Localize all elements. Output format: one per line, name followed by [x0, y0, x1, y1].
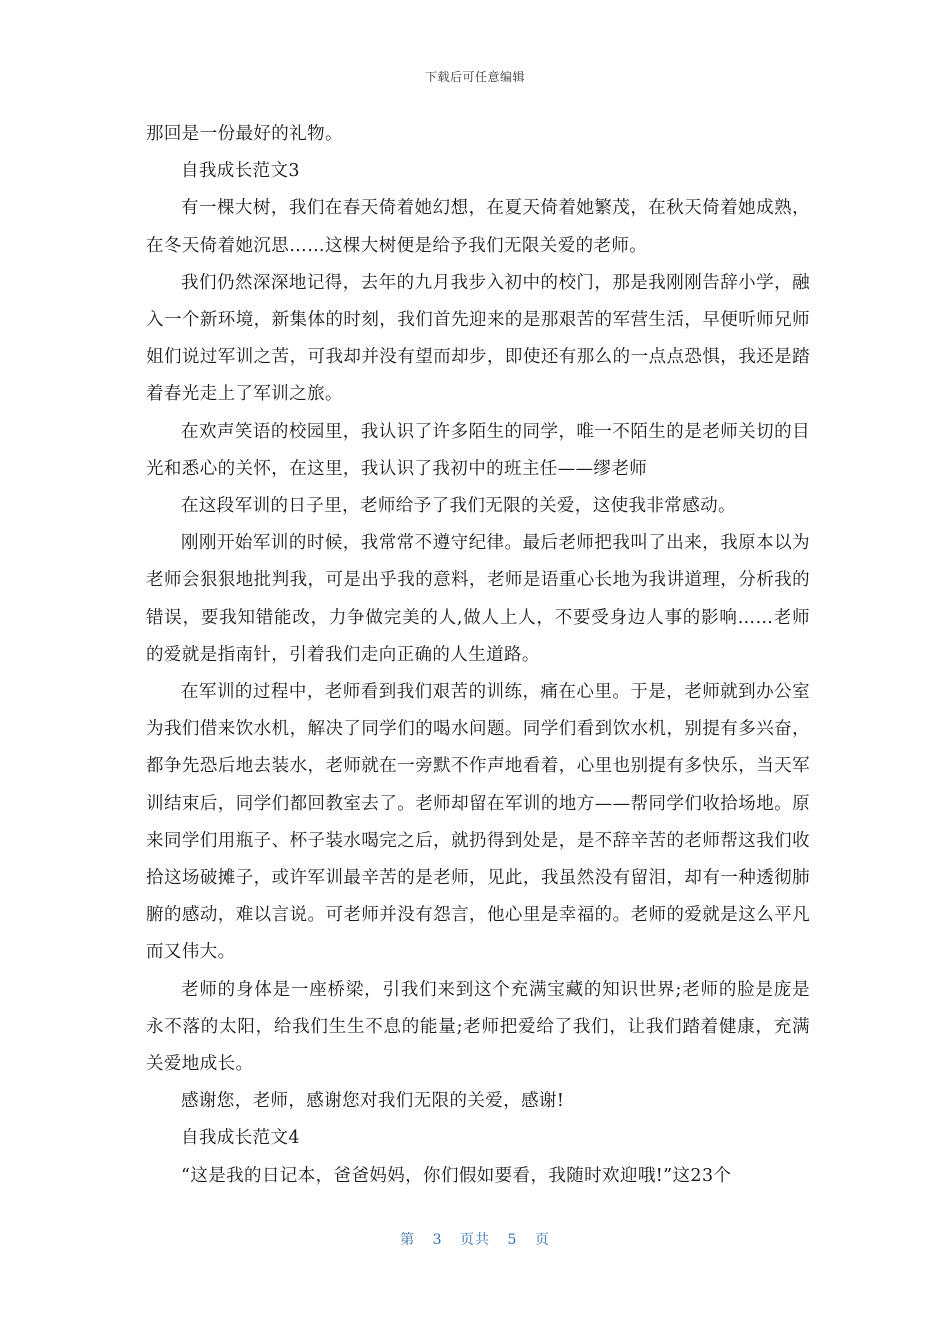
paragraph: “这是我的日记本，爸爸妈妈，你们假如要看，我随时欢迎哦!”这23个	[181, 1165, 732, 1186]
document-body	[146, 116, 810, 1195]
paragraph: 有一棵大树，我们在春天倚着她幻想，在夏天倚着她繁茂，在秋天倚着她成熟，在冬天倚着她沉思……这棵大树便是给予我们无限关爱的老师。	[146, 198, 810, 256]
section-title: 自我成长范文4	[181, 1128, 300, 1149]
footer-current-page: 3	[432, 1232, 443, 1248]
section-title: 自我成长范文3	[181, 161, 300, 182]
footer-total-pages: 5	[507, 1232, 518, 1248]
paragraph: 老师的身体是一座桥梁，引我们来到这个充满宝藏的知识世界;老师的脸是庞是永不落的太阳，给我们生生不息的能量;老师把爱给了我们，让我们踏着健康，充满关爱地成长。	[146, 979, 810, 1075]
page-header: 下载后可任意编辑	[424, 70, 525, 84]
page-footer	[0, 1229, 950, 1249]
paragraph: 在军训的过程中，老师看到我们艰苦的训练，痛在心里。于是，老师就到办公室为我们借来饮水机，解决了同学们的喝水问题。同学们看到饮水机，别提有多兴奋，都争先恐后地去装水，老师就在一旁默不作声地看着，心里也别提有多快乐，当天军训结束后，同学们都回教室去了。老师却留在军训的地方——帮同学们收拾场地。原来同学们用瓶子、杯子装水喝完之后，就扔得到处是，是不辞辛苦的老师帮这我们收拾这场破摊子，或许军训最辛苦的是老师，见此，我虽然没有留泪，却有一种透彻肺腑的感动，难以言说。可老师并没有怨言，他心里是幸福的。老师的爱就是这么平凡而又伟大。	[146, 682, 810, 963]
paragraph: 我们仍然深深地记得，去年的九月我步入初中的校门，那是我刚刚告辞小学，融入一个新环境，新集体的时刻，我们首先迎来的是那艰苦的军营生活，早便听师兄师姐们说过军训之苦，可我却并没有望而却步，即使还有那么的一点点恐惧，我还是踏着春光走上了军训之旅。	[146, 272, 810, 405]
paragraph: 在欢声笑语的校园里，我认识了许多陌生的同学，唯一不陌生的是老师关切的目光和悉心的关怀，在这里，我认识了我初中的班主任——缪老师	[146, 421, 810, 479]
footer-label-page: 第	[400, 1232, 416, 1248]
footer-label-end: 页	[534, 1232, 550, 1248]
paragraph: 感谢您，老师，感谢您对我们无限的关爱，感谢!	[181, 1091, 565, 1112]
paragraph: 那回是一份最好的礼物。	[146, 124, 343, 144]
paragraph: 刚刚开始军训的时候，我常常不遵守纪律。最后老师把我叫了出来，我原本以为老师会狠狠地批判我，可是出乎我的意料，老师是语重心长地为我讲道理，分析我的错误，要我知错能改，力争做完美的人,做人上人，不要受身边人事的影响……老师的爱就是指南针，引着我们走向正确的人生道路。	[146, 533, 810, 665]
paragraph: 在这段军训的日子里，老师给予了我们无限的关爱，这使我非常感动。	[181, 496, 736, 517]
footer-label-of: 页共	[460, 1232, 490, 1248]
